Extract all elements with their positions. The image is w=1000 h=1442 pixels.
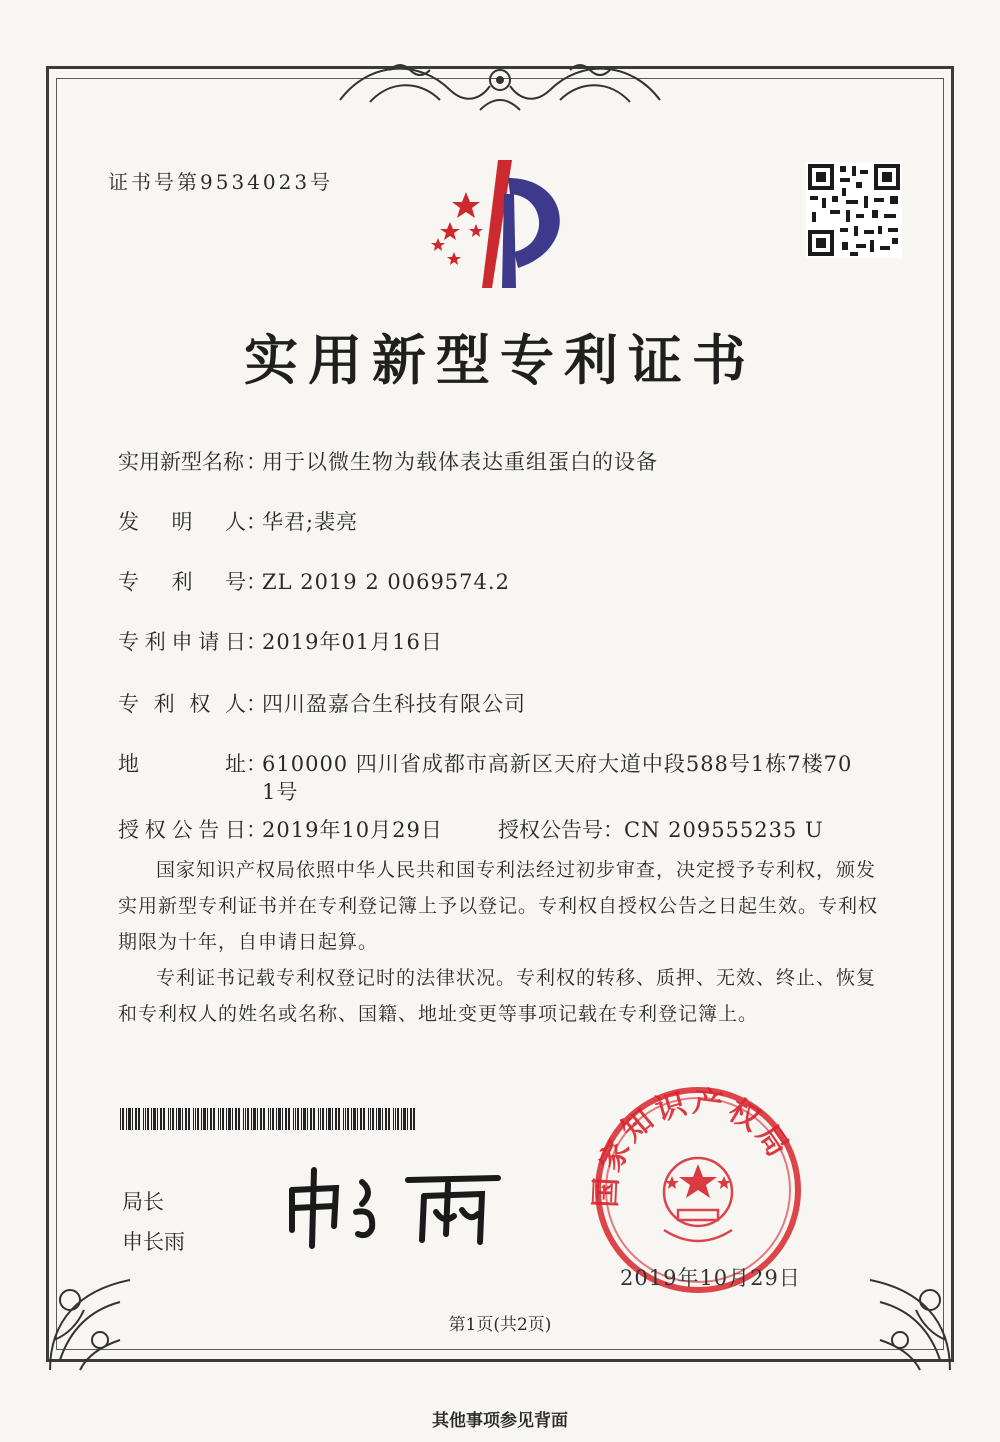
field-address-continued <box>262 776 298 806</box>
field-grant-date <box>118 814 443 844</box>
field-label: 授权公告日 <box>118 818 246 842</box>
qr-code-icon <box>806 162 902 258</box>
field-grant-number <box>498 814 824 844</box>
top-ornament-icon <box>330 40 670 124</box>
field-label: 授权公告号 <box>498 818 603 842</box>
page-number: 第1页(共2页) <box>448 1315 552 1335</box>
director-signature-icon <box>278 1160 518 1250</box>
field-value: 2019年10月29日 <box>262 818 443 842</box>
field-value: 2019年01月16日 <box>262 630 443 654</box>
field-label: 发明人 <box>118 510 246 534</box>
field-patentee <box>118 688 526 718</box>
field-colon: ： <box>246 510 267 534</box>
field-address <box>118 748 852 778</box>
field-value: 四川盈嘉合生科技有限公司 <box>262 692 526 716</box>
field-colon: ： <box>246 818 267 842</box>
field-colon: ： <box>246 630 267 654</box>
field-utility-model-name <box>118 446 658 476</box>
seal-date: 2019年10月29日 <box>620 1266 801 1290</box>
certificate-number: 证书号第9534023号 <box>108 170 334 194</box>
field-inventor <box>118 506 358 536</box>
field-value: 610000 四川省成都市高新区天府大道中段588号1栋7楼70 <box>262 752 853 776</box>
field-label: 专利申请日 <box>118 630 246 654</box>
field-label: 专利号 <box>118 570 246 594</box>
field-filing-date <box>118 626 443 656</box>
field-colon: ： <box>246 570 267 594</box>
field-value: ZL 2019 2 0069574.2 <box>262 570 510 594</box>
field-label: 地址 <box>118 752 246 776</box>
page-title: 实用新型专利证书 <box>244 328 756 392</box>
field-value: 华君;裴亮 <box>262 510 359 534</box>
director-title: 局长 <box>122 1190 164 1214</box>
field-value: 1号 <box>262 780 299 804</box>
director-name: 申长雨 <box>122 1230 185 1254</box>
seal-text: 国家知识产权局 <box>588 1084 798 1209</box>
field-value: 用于以微生物为载体表达重组蛋白的设备 <box>262 450 658 474</box>
field-label: 实用新型名称 <box>118 450 244 474</box>
field-colon: ： <box>246 692 267 716</box>
field-patent-number <box>118 566 510 596</box>
footer-note: 其他事项参见背面 <box>432 1411 568 1431</box>
barcode-icon <box>120 1108 420 1130</box>
field-colon: ： <box>603 818 624 842</box>
field-colon: ： <box>246 450 267 474</box>
field-value: CN 209555235 U <box>624 818 824 842</box>
patent-office-logo-icon <box>420 148 590 298</box>
statement-paragraph-2: 专利证书记载专利权登记时的法律状况。专利权的转移、质押、无效、终止、恢复和专利权人的姓名或名称、国籍、地址变更等事项记载在专利登记簿上。 <box>118 967 877 1025</box>
field-label: 专利权人 <box>118 692 246 716</box>
statement-paragraph-1: 国家知识产权局依照中华人民共和国专利法经过初步审查，决定授予专利权，颁发实用新型专利证书并在专利登记簿上予以登记。专利权自授权公告之日起生效。专利权期限为十年，自申请日起算。 <box>118 859 879 953</box>
field-colon: ： <box>246 752 267 776</box>
